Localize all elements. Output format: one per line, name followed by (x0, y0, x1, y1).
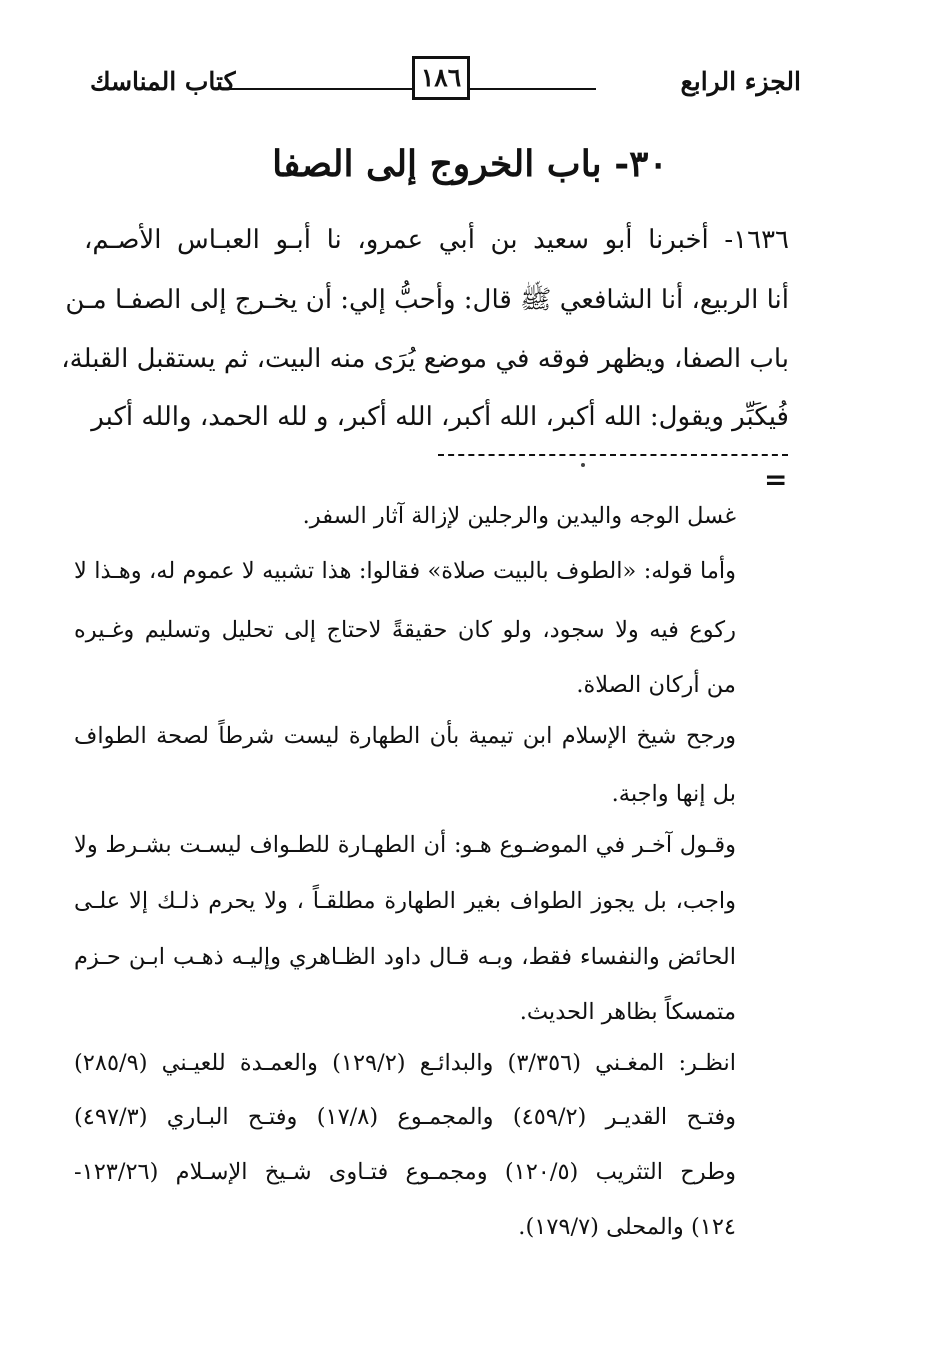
running-header-book: كتاب المناسك (90, 67, 236, 96)
chapter-title: ٣٠- باب الخروج إلى الصفا (272, 143, 668, 185)
footnote-line: وقـول آخـر في الموضـوع هـو: أن الطهـارة للطـواف ليسـت بشـرط ولا (74, 832, 736, 858)
footnote-line: من أركان الصلاة. (576, 672, 736, 698)
header-rule (470, 88, 596, 90)
footnote-line: واجب، بل يجوز الطواف بغير الطهارة مطلقـاً ، ولا يحرم ذلـك إلا علـى (74, 888, 736, 914)
footnote-continuation-marker: = (764, 463, 788, 496)
footnote-line: ١٢٤) والمحلى (١٧٩/٧). (518, 1214, 736, 1240)
running-header-volume: الجزء الرابع (680, 67, 801, 96)
main-text-line: باب الصفا، ويظهر فوقه في موضع يُرَى منه البيت، ثم يستقبل القبلة، (61, 344, 789, 374)
page-number-box: ١٨٦ (412, 56, 470, 100)
header-rule (226, 88, 412, 90)
footnote-line: وأما قوله: «الطوف بالبيت صلاة» فقالوا: هذا تشبيه لا عموم له، وهـذا لا (74, 558, 736, 584)
footnote-line: ركوع فيه ولا سجود، ولو كان حقيقةً لاحتاج إلى تحليل وتسليم وغـيره (74, 617, 736, 643)
main-text-line: فُيكَبِّر ويقول: الله أكبر، الله أكبر، الله أكبر، و لله الحمد، والله أكبر (91, 402, 789, 432)
footnote-line: ورجح شيخ الإسلام ابن تيمية بأن الطهارة ليست شرطاً لصحة الطواف (74, 723, 736, 749)
footnote-line: انظـر: المغـني (٣/٣٥٦) والبدائـع (١٢٩/٢) والعمـدة للعيـني (٢٨٥/٩) (74, 1050, 736, 1076)
footnote-line: غسل الوجه واليدين والرجلين لإزالة آثار السفر. (302, 503, 736, 529)
main-text-line: ١٦٣٦- أخبرنا أبو سعيد بن أبي عمرو، نا أبـو العبـاس الأصـم، (84, 225, 789, 255)
footnote-line: وفتـح القديـر (٤٥٩/٢) والمجمـوع (١٧/٨) وفتـح البـاري (٤٩٧/٣) (74, 1104, 736, 1130)
print-speck (581, 463, 585, 467)
footnote-line: متمسكاً بظاهر الحديث. (519, 999, 736, 1025)
footnote-line: بل إنها واجبة. (611, 781, 736, 807)
footnote-separator (438, 454, 788, 456)
main-text-line: أنا الربيع، أنا الشافعي ﷺ قال: وأحبُّ إلي: أن يخـرج إلى الصفـا مـن (65, 285, 789, 315)
footnote-line: الحائض والنفساء فقط، وبـه قـال داود الظـاهري وإليـه ذهـب ابـن حـزم (74, 944, 736, 970)
footnote-line: وطرح التثريب (١٢٠/٥) ومجمـوع فتـاوى شـيخ الإسـلام (١٢٣/٢٦- (74, 1159, 736, 1185)
